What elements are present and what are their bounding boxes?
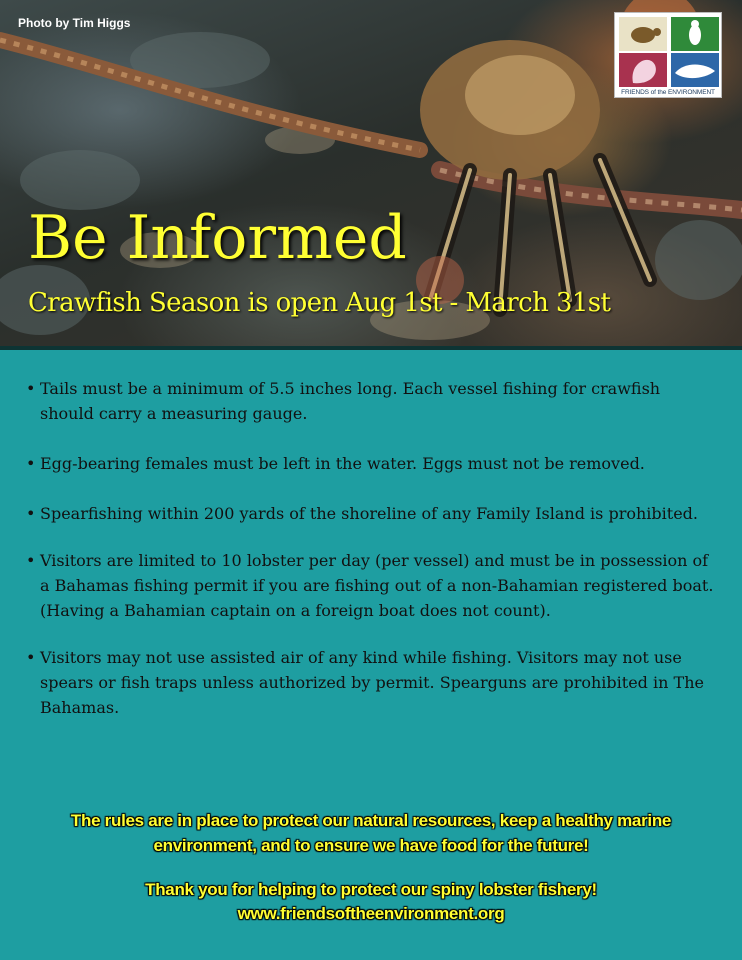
rule-item: • Visitors may not use assisted air of any kind while fishing. Visitors may not use spears or fish traps unless authorized by permit. Spearguns are prohibited in The Bahamas.	[26, 645, 716, 720]
bird-icon	[671, 17, 719, 51]
season-dates: Crawfish Season is open Aug 1st - March 31st	[28, 288, 611, 318]
divider	[0, 346, 742, 350]
rules-list	[26, 376, 716, 745]
thank-you-line: Thank you for helping to protect our spiny lobster fishery!	[145, 880, 597, 899]
rule-item: • Tails must be a minimum of 5.5 inches long. Each vessel fishing for crawfish should carry a measuring gauge.	[26, 376, 716, 426]
protection-note: The rules are in place to protect our natural resources, keep a healthy marine environment, and to ensure we have food for the future!	[70, 811, 672, 855]
headline: Be Informed	[28, 203, 407, 273]
rule-item: • Egg-bearing females must be left in the water. Eggs must not be removed.	[26, 451, 716, 476]
hero-photo	[0, 0, 742, 350]
website-link[interactable]: www.friendsoftheenvironment.org	[237, 904, 505, 923]
rule-item: • Visitors are limited to 10 lobster per day (per vessel) and must be in possession of a Bahamas fishing permit if you are fishing out of a non-Bahamian registered boat. (Having a Bahamian captain on a foreign boat does not count).	[26, 548, 716, 623]
turtle-icon	[619, 17, 667, 51]
logo-caption: FRIENDS of the ENVIRONMENT	[621, 89, 715, 96]
rule-item: • Spearfishing within 200 yards of the shoreline of any Family Island is prohibited.	[26, 501, 716, 526]
whale-icon	[671, 53, 719, 87]
flower-icon	[619, 53, 667, 87]
friends-of-the-environment-logo	[614, 12, 722, 98]
photo-credit: Photo by Tim Higgs	[18, 16, 131, 30]
